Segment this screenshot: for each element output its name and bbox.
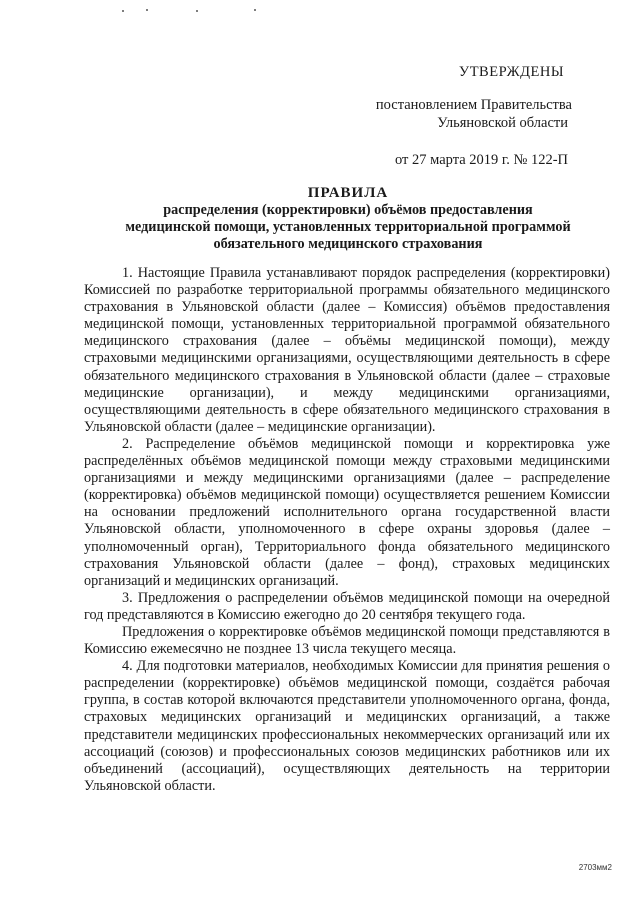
title-line-3: обязательного медицинского страхования (213, 236, 483, 252)
paragraph-2: 2. Распределение объёмов медицинской помощи и корректировка уже распределённых объёмов медицинской помощи между страховыми медицинскими организациями и между медицинскими организациями (далее – распределение (корректировка) объёмов медицинской помощи) осуществляется решением Комиссии на основании предложений исполнительного органа государственной власти Ульяновской области, уполномоченного в сфере охраны здоровья (далее – уполномоченный орган), Территориального фонда обязательного медицинского страхования Ульяновской области (далее – фонд), страховых медицинских организаций и медицинских организаций. (84, 435, 610, 589)
scan-speck (146, 9, 148, 11)
scan-speck (196, 10, 198, 12)
scan-speck (122, 10, 124, 12)
paragraph-1: 1. Настоящие Правила устанавливают порядок распределения (корректировки) Комиссией по разработке территориальной программы обязательного медицинского страхования в Ульяновской области (далее – Комиссия) объёмов предоставления медицинской помощи, установленных территориальной программой обязательного медицинского страхования (далее – объёмы медицинской помощи), между страховыми медицинскими организациями, осуществляющими деятельность в сфере обязательного медицинского страхования в Ульяновской области (далее – страховые медицинские организации), и между медицинскими организациями, осуществляющими деятельность в сфере обязательного медицинского страхования в Ульяновской области (далее – медицинские организации). (84, 265, 610, 435)
document-body (84, 265, 610, 795)
approval-title: УТВЕРЖДЕНЫ (458, 64, 564, 80)
title-line-1: распределения (корректировки) объёмов предоставления (163, 202, 533, 218)
paragraph-3: 3. Предложения о распределении объёмов медицинской помощи на очередной год представляются в Комиссию ежегодно до 20 сентября текущего года. (84, 589, 610, 623)
title-line-2: медицинской помощи, установленных территориальной программой (125, 219, 571, 235)
document-title (88, 185, 608, 253)
paragraph-4: 4. Для подготовки материалов, необходимых Комиссии для принятия решения о распределении (корректировке) объёмов медицинской помощи, создаётся рабочая группа, в состав которой включаются представители уполномоченного органа, фонда, страховых медицинских организаций и медицинских организаций, а также представители медицинских профессиональных некоммерческих организаций или их ассоциаций (союзов) и профессиональных союзов медицинских работников или их объединений (ассоциаций), осуществляющих деятельность на территории Ульяновской области. (84, 658, 610, 794)
paragraph-3-continued: Предложения о корректировке объёмов медицинской помощи представляются в Комиссию ежемесячно не позднее 13 числа текущего месяца. (84, 623, 610, 658)
approval-date: от 27 марта 2019 г. № 122-П (395, 152, 568, 168)
title-main: ПРАВИЛА (307, 185, 389, 201)
footer-code: 2703мм2 (578, 863, 612, 872)
scan-speck (254, 9, 256, 11)
approval-line-1: постановлением Правительства (375, 97, 572, 113)
approval-line-2: Ульяновской области (437, 115, 568, 131)
